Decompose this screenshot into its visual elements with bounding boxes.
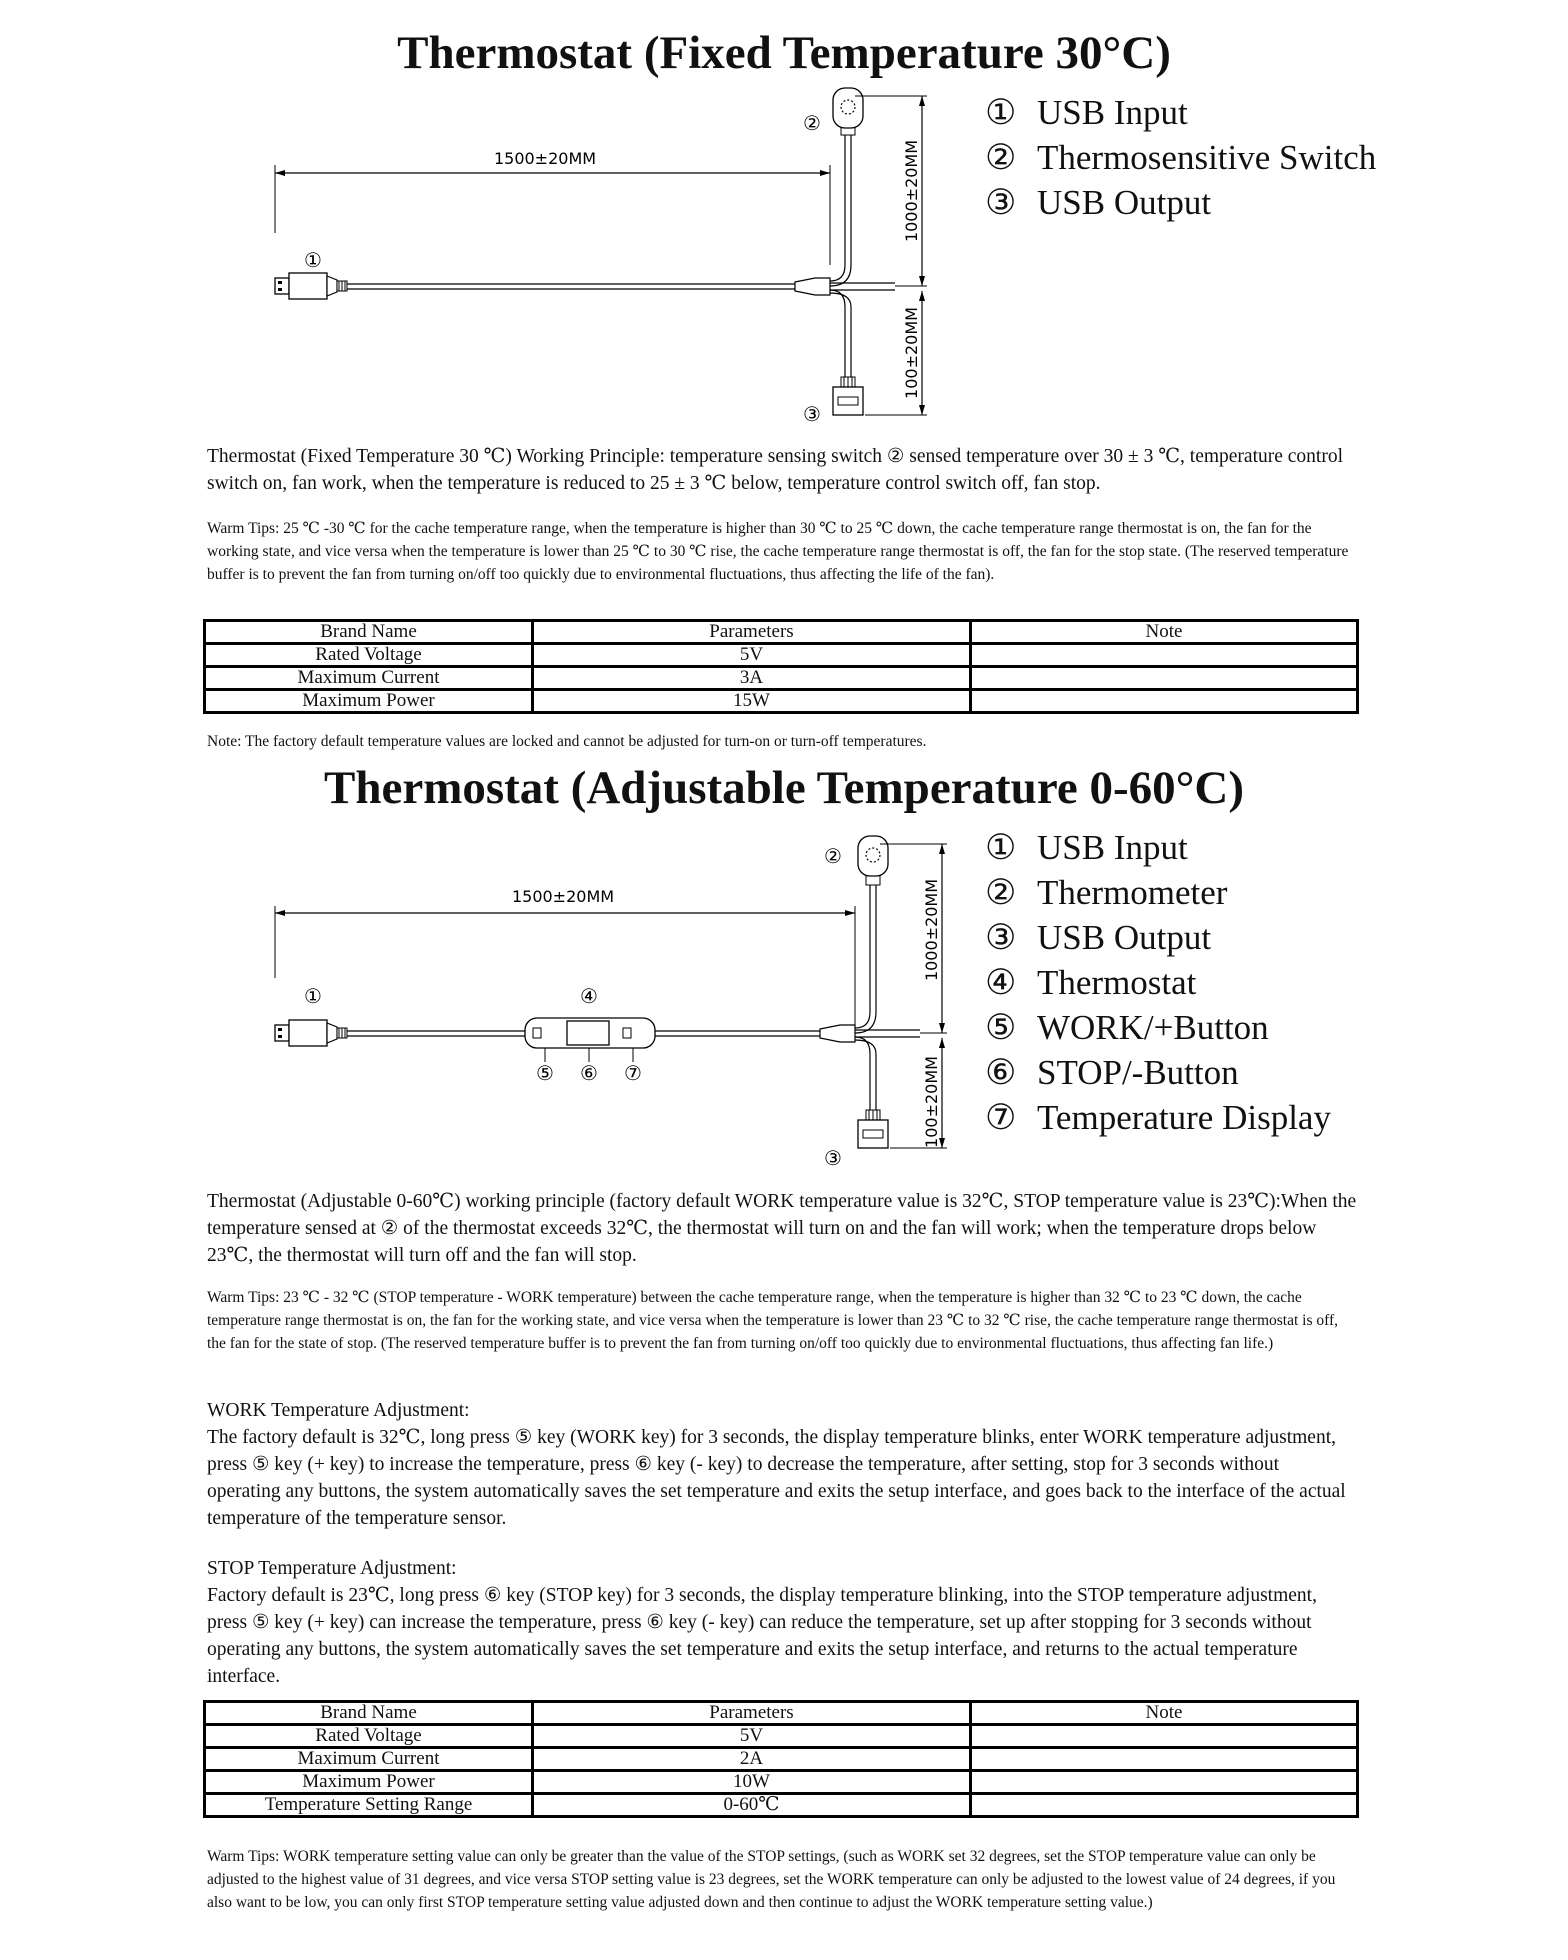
legend-number: ②	[985, 138, 1017, 177]
table-header: Note	[971, 1702, 1358, 1725]
legend-number: ②	[985, 873, 1017, 912]
marker-3: ③	[803, 402, 821, 426]
table-cell	[971, 644, 1358, 667]
section2-title: Thermostat (Adjustable Temperature 0-60°C)	[324, 762, 1244, 814]
section2-warm-tips-2: Warm Tips: WORK temperature setting value can only be greater than the value of the STOP settings, (such as WORK set 32 degrees, set the STOP temperature value can only be adjusted to the highest value of 31 degrees, and vice versa STOP setting value is 23 degrees, set the WORK temperature can only be adjusted to the lowest value of 24 degrees, if you also want to be low, you can only first STOP temperature setting value adjusted down and then continue to adjust the WORK temperature setting value.)	[207, 1848, 1336, 1911]
table-cell: 5V	[533, 1725, 971, 1748]
table-cell: Maximum Current	[205, 1748, 533, 1771]
marker-2: ②	[803, 111, 821, 135]
table-header: Brand Name	[205, 1702, 533, 1725]
table-cell: Maximum Power	[205, 1771, 533, 1794]
legend-item	[985, 825, 1331, 870]
table-cell	[971, 1794, 1358, 1817]
table-row	[205, 1725, 1358, 1748]
marker-2: ②	[824, 844, 842, 868]
legend-label: Thermometer	[1037, 873, 1228, 912]
fixed-thermostat-diagram	[255, 85, 975, 435]
legend-label: Thermostat	[1037, 963, 1197, 1002]
table-cell	[971, 1725, 1358, 1748]
adjustable-thermostat-diagram	[255, 830, 975, 1180]
legend-label: STOP/-Button	[1037, 1053, 1239, 1092]
table-cell: Rated Voltage	[205, 644, 533, 667]
marker-1: ①	[304, 984, 322, 1008]
section2-legend	[985, 825, 1331, 1140]
table-header: Parameters	[533, 1702, 971, 1725]
table-row	[205, 690, 1358, 713]
table-cell: Maximum Current	[205, 667, 533, 690]
legend-label: Thermosensitive Switch	[1037, 138, 1377, 177]
marker-4: ④	[580, 984, 598, 1008]
table-header: Parameters	[533, 621, 971, 644]
legend-item	[985, 960, 1331, 1005]
table-cell: 3A	[533, 667, 971, 690]
stop-adjustment-heading: STOP Temperature Adjustment:	[207, 1558, 457, 1579]
marker-7: ⑦	[624, 1061, 642, 1085]
legend-item	[985, 870, 1331, 915]
table-cell: Temperature Setting Range	[205, 1794, 533, 1817]
section1-legend	[985, 90, 1376, 225]
table-cell: Maximum Power	[205, 690, 533, 713]
table-cell: Rated Voltage	[205, 1725, 533, 1748]
table-cell	[971, 690, 1358, 713]
legend-item	[985, 1050, 1331, 1095]
section1-warm-tips: Warm Tips: 25 ℃ -30 ℃ for the cache temperature range, when the temperature is higher than 30 ℃ to 25 ℃ down, the cache temperature range thermostat is on, the fan for the working state, and vice versa when the temperature is lower than 25 ℃ to 30 ℃ rise, the cache temperature range thermostat is off, the fan for the stop state. (The reserved temperature buffer is to prevent the fan from turning on/off too quickly due to environmental fluctuations, thus affecting the life of the fan).	[207, 520, 1349, 583]
table-row	[205, 667, 1358, 690]
section1-spec-table	[203, 619, 1359, 714]
section2-spec-table	[203, 1700, 1359, 1818]
section2-warm-tips: Warm Tips: 23 ℃ - 32 ℃ (STOP temperature - WORK temperature) between the cache temperature range, when the temperature is higher than 32 ℃ to 23 ℃ down, the cache temperature range thermostat is on, the fan for the working state, and vice versa when the temperature is lower than 23 ℃ to 32 ℃ rise, the cache temperature range thermostat is off, the fan for the state of stop. (The reserved temperature buffer is to prevent the fan from turning on/off too quickly due to environmental fluctuations, thus affecting fan life.)	[207, 1289, 1339, 1352]
table-cell: 2A	[533, 1748, 971, 1771]
table-cell	[971, 667, 1358, 690]
table-cell: 15W	[533, 690, 971, 713]
legend-item	[985, 915, 1331, 960]
table-cell: 5V	[533, 644, 971, 667]
upper-cable-label: 1000±20MM	[902, 139, 921, 243]
section2-principle: Thermostat (Adjustable 0-60℃) working principle (factory default WORK temperature value is 32℃, STOP temperature value is 23℃):When the temperature sensed at ② of the thermostat exceeds 32℃, the thermostat will turn on and the fan will work; when the temperature drops below 23℃, the thermostat will turn off and the fan will stop.	[207, 1191, 1357, 1266]
section1-principle: Thermostat (Fixed Temperature 30 ℃) Working Principle: temperature sensing switch ② sensed temperature over 30 ± 3 ℃, temperature control switch on, fan work, when the temperature is reduced to 25 ± 3 ℃ below, temperature control switch off, fan stop.	[207, 446, 1343, 494]
table-header: Note	[971, 621, 1358, 644]
legend-label: USB Input	[1037, 93, 1188, 132]
marker-6: ⑥	[580, 1061, 598, 1085]
lower-cable-label: 100±20MM	[922, 1056, 941, 1148]
legend-label: WORK/+Button	[1037, 1008, 1269, 1047]
table-header-row	[205, 1702, 1358, 1725]
table-row	[205, 1748, 1358, 1771]
legend-item	[985, 180, 1376, 225]
lower-cable-label: 100±20MM	[902, 307, 921, 399]
table-cell	[971, 1771, 1358, 1794]
marker-3: ③	[824, 1146, 842, 1170]
legend-item	[985, 135, 1376, 180]
legend-label: USB Output	[1037, 918, 1212, 957]
table-header: Brand Name	[205, 621, 533, 644]
length-label: 1500±20MM	[511, 887, 615, 906]
upper-cable-label: 1000±20MM	[922, 878, 941, 982]
table-cell: 0-60℃	[533, 1794, 971, 1817]
table-row	[205, 644, 1358, 667]
table-row	[205, 1794, 1358, 1817]
work-adjustment-heading: WORK Temperature Adjustment:	[207, 1400, 470, 1421]
legend-number: ⑤	[985, 1008, 1017, 1047]
table-cell	[971, 1748, 1358, 1771]
marker-1: ①	[304, 248, 322, 272]
section1-title: Thermostat (Fixed Temperature 30°C)	[397, 27, 1171, 79]
stop-adjustment-text: Factory default is 23℃, long press ⑥ key (STOP key) for 3 seconds, the display temperature blinking, into the STOP temperature adjustment, press ⑤ key (+ key) can increase the temperature, press ⑥ key (- key) can reduce the temperature, set up after stopping for 3 seconds without operating any buttons, the system automatically saves the set temperature and exits the setup interface, and returns to the actual temperature interface.	[207, 1585, 1317, 1687]
section1-note: Note: The factory default temperature values are locked and cannot be adjusted for turn-on or turn-off temperatures.	[207, 733, 927, 750]
work-adjustment-text: The factory default is 32℃, long press ⑤ key (WORK key) for 3 seconds, the display temperature blinks, enter WORK temperature adjustment, press ⑤ key (+ key) to increase the temperature, press ⑥ key (- key) to decrease the temperature, after setting, stop for 3 seconds without operating any buttons, the system automatically saves the set temperature and exits the setup interface, and goes back to the interface of the actual temperature of the temperature sensor.	[207, 1427, 1346, 1529]
legend-number: ③	[985, 183, 1017, 222]
legend-number: ④	[985, 963, 1017, 1002]
length-label: 1500±20MM	[493, 149, 597, 168]
legend-item	[985, 90, 1376, 135]
table-cell: 10W	[533, 1771, 971, 1794]
table-row	[205, 1771, 1358, 1794]
legend-number: ①	[985, 93, 1017, 132]
legend-number: ⑥	[985, 1053, 1017, 1092]
legend-item	[985, 1095, 1331, 1140]
legend-number: ③	[985, 918, 1017, 957]
legend-label: Temperature Display	[1037, 1098, 1331, 1137]
marker-5: ⑤	[536, 1061, 554, 1085]
legend-number: ⑦	[985, 1098, 1017, 1137]
legend-number: ①	[985, 828, 1017, 867]
legend-item	[985, 1005, 1331, 1050]
legend-label: USB Input	[1037, 828, 1188, 867]
table-header-row	[205, 621, 1358, 644]
legend-label: USB Output	[1037, 183, 1212, 222]
